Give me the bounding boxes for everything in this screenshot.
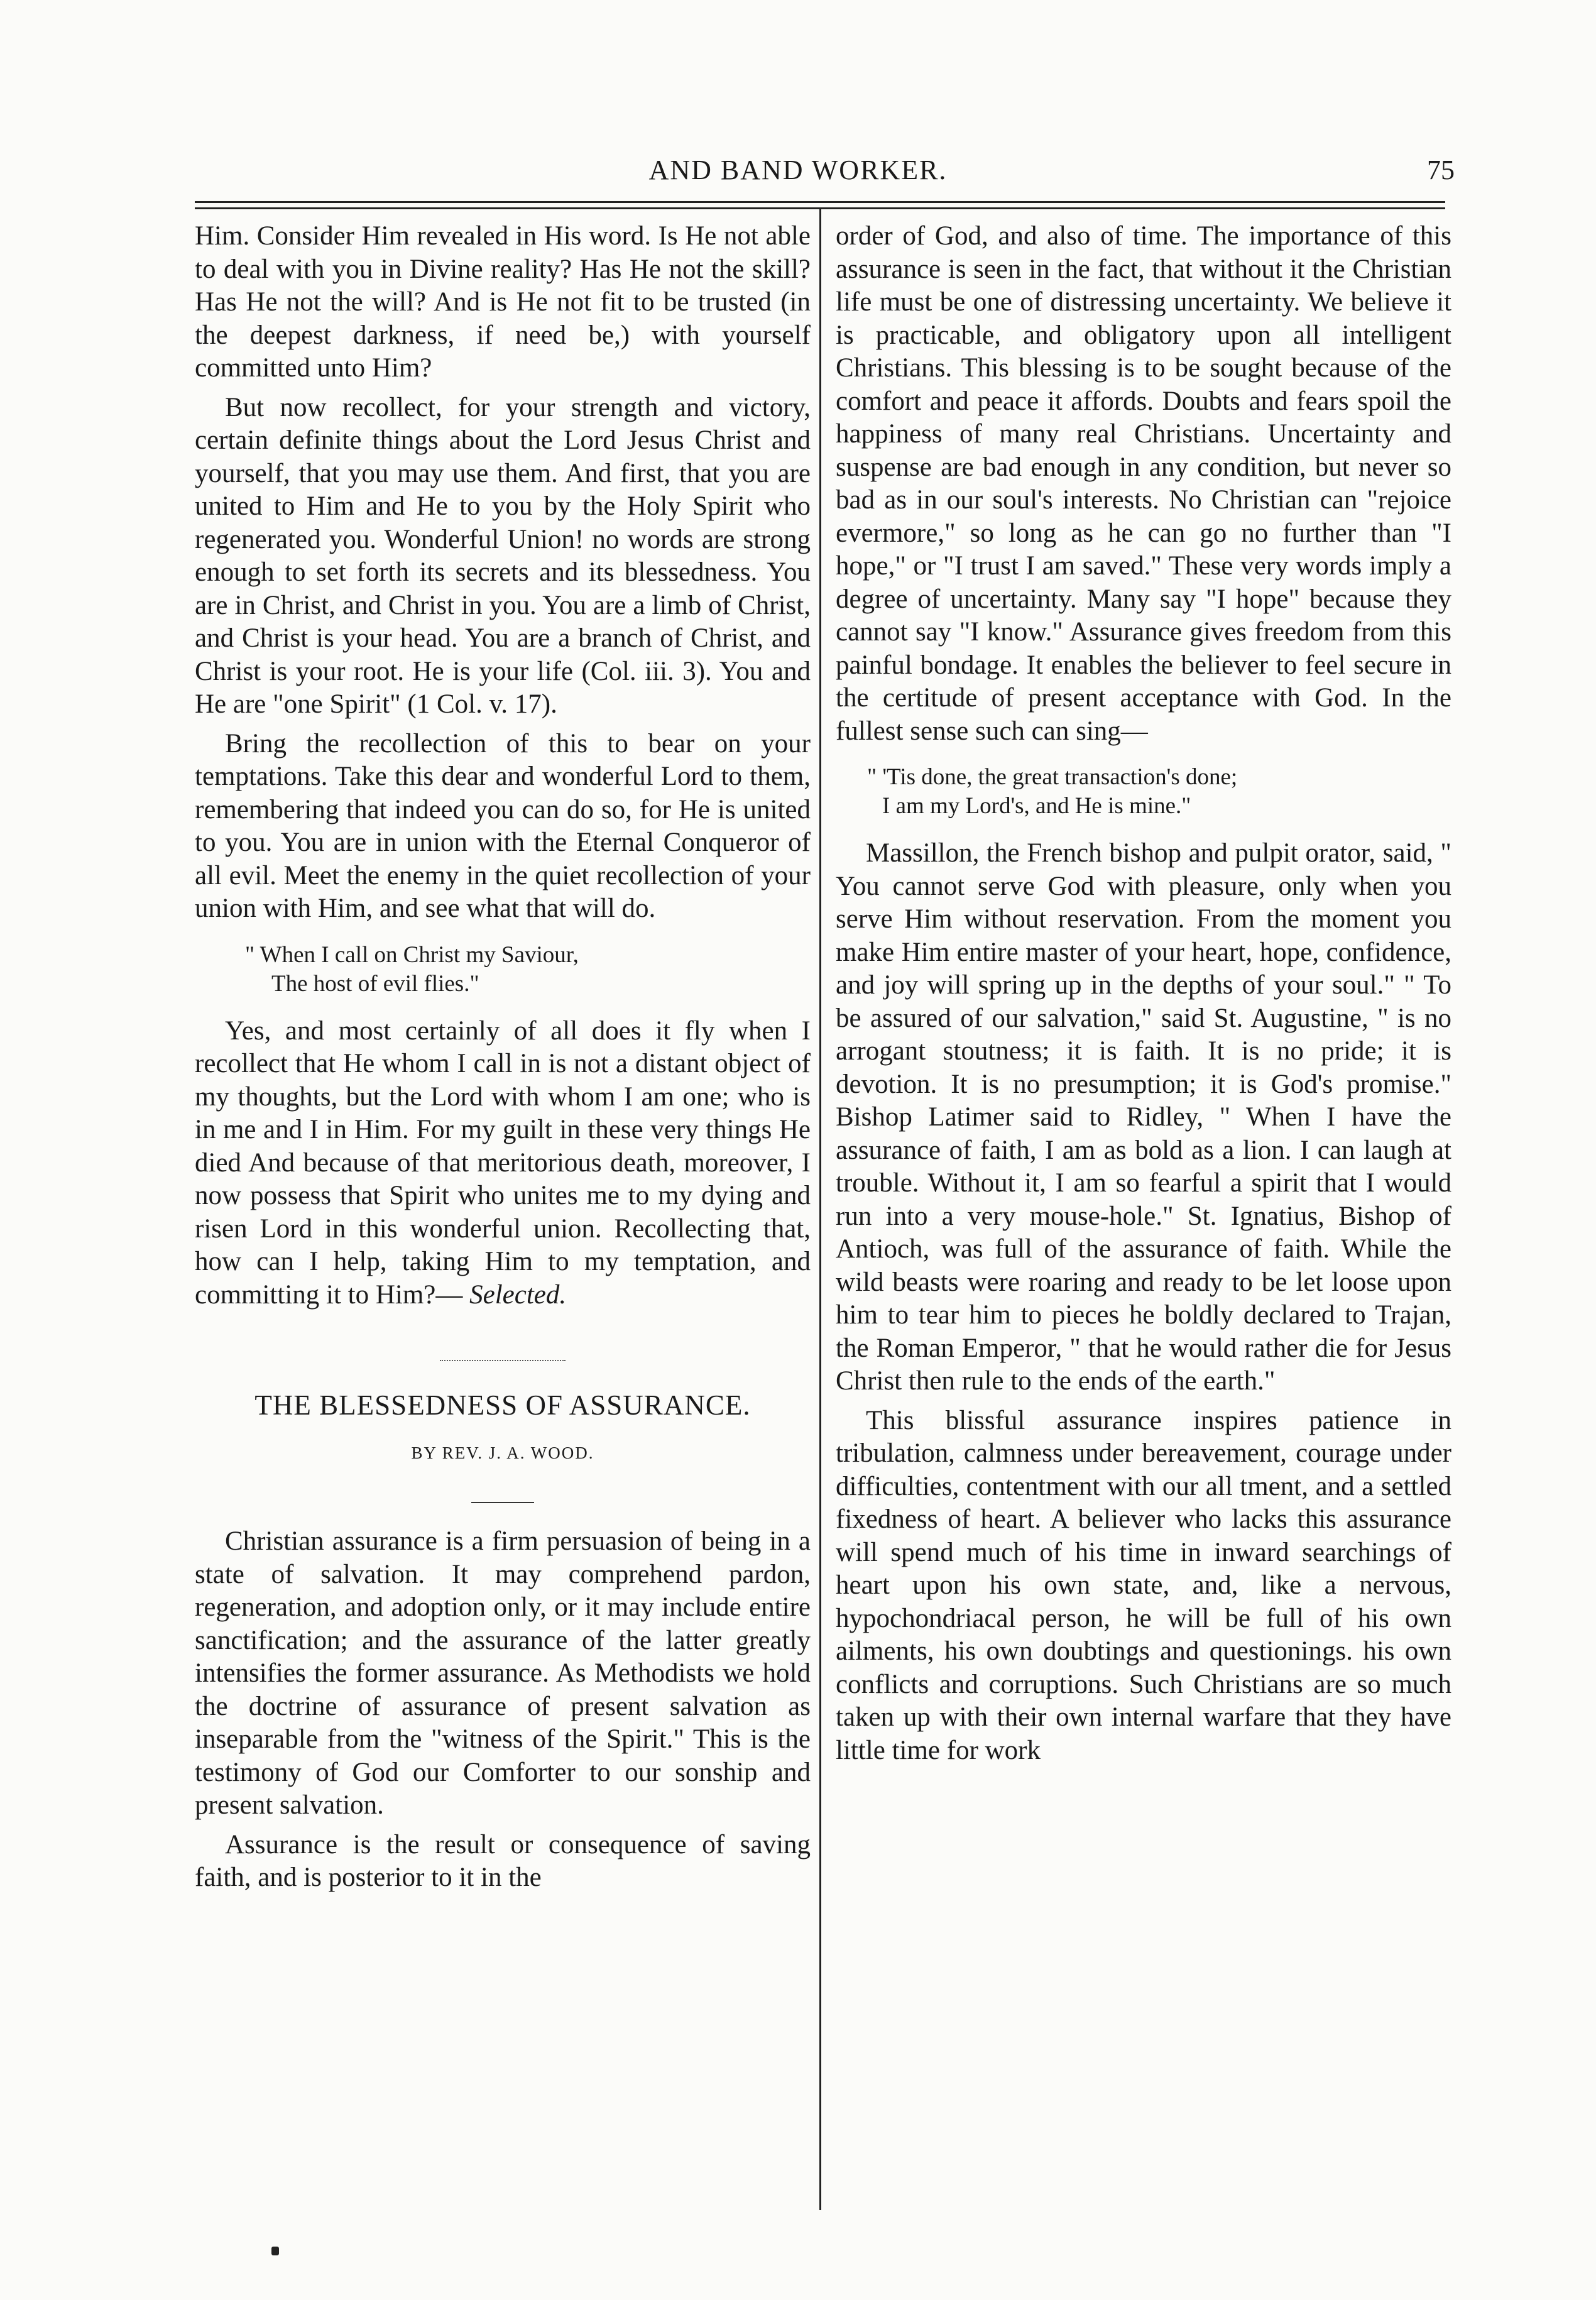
verse-line: " 'Tis done, the great transaction's done; xyxy=(867,764,1238,790)
paragraph xyxy=(195,1015,811,1312)
section-separator xyxy=(195,1337,811,1370)
verse-line: " When I call on Christ my Saviour, xyxy=(245,941,579,968)
running-title: AND BAND WORKER. xyxy=(648,155,948,185)
paragraph: Assurance is the result or consequence of saving faith, and is posterior to it in the xyxy=(195,1829,811,1892)
short-rule xyxy=(195,1479,811,1512)
header-rule-top xyxy=(195,201,1445,203)
paragraph: Massillon, the French bishop and pulpit orator, said, " You cannot serve God with pleasure, only when you serve Him without reservation. From the moment you make Him entire master of your heart, hope, confidence, and joy will spring up in the depths of your soul." " To be assured of our salvation," said St. Augustine, " is no arrogant stoutness; it is faith. It is no pride; it is devotion. It is no presumption; it is God's promise." Bishop Latimer said to Ridley, " When I have the assurance of faith, I am as bold as a lion. I can laugh at trouble. Without it, I am so fearful a spirit that I would run into a very mouse-hole." St. Ignatius, Bishop of Antioch, was full of the assurance of faith. While the wild beasts were roaring and ready to be let loose upon him to tear him to pieces he boldly declared to Trajan, the Roman Emperor, " that he would rather die for Jesus Christ then rule to the ends of the earth." xyxy=(836,838,1451,1396)
paragraph: Him. Consider Him revealed in His word. Is He not able to deal with you in Divine reality? Has He not the skill? Has He not the will? And is He not fit to be trusted (in the deepest darkness, if need be,) with yourself committed unto Him? xyxy=(195,221,811,383)
attribution: Selected. xyxy=(469,1279,567,1310)
article-title: THE BLESSEDNESS OF ASSURANCE. xyxy=(254,1389,751,1421)
left-column xyxy=(195,220,811,2212)
paragraph: But now recollect, for your strength and victory, certain definite things about the Lord Jesus Christ and yourself, that you may use them. And first, that you are united to Him and He to you by the Holy Spirit who regenerated you. Wonderful Union! no words are strong enough to set forth its secrets and its blessedness. You are in Christ, and Christ in you. You are a limb of Christ, and Christ is your head. You are a branch of Christ, and Christ is your root. He is your life (Col. iii. 3). You and He are "one Spirit" (1 Col. v. 17). xyxy=(195,392,811,719)
column-divider xyxy=(819,209,821,2210)
paragraph: This blissful assurance inspires patience in tribulation, calmness under bereavement, courage under difficulties, contentment with our all tment, and a settled fixedness of heart. A believer who lacks this assurance will spend much of his time in inward searchings of heart upon his own state, and, like a nervous, hypochondriacal person, he will be full of his own ailments, his own doubtings and questionings. his own conflicts and corruptions. Such Christians are so much taken up with their own internal warfare that they have little time for work xyxy=(836,1405,1451,1765)
verse-line: The host of evil flies." xyxy=(271,970,479,997)
right-column xyxy=(836,220,1451,2212)
paragraph: Christian assurance is a firm persuasion of being in a state of salvation. It may comprehend pardon, regeneration, and adoption only, or it may include entire sanctification; and the assurance of the latter greatly intensifies the former assurance. As Methodists we hold the doctrine of assurance of present salvation as inseparable from the "witness of the Spirit." This is the testimony of God our Comforter to our sonship and present salvation. xyxy=(195,1526,811,1820)
page-number: 75 xyxy=(1427,155,1455,185)
verse-quote xyxy=(195,941,811,999)
ink-mark xyxy=(271,2247,279,2255)
paragraph: Bring the recollection of this to bear on your temptations. Take this dear and wonderful Lord to them, remembering that indeed you can do so, for He is united to you. You are in union with the Eternal Conqueror of all evil. Meet the enemy in the quiet recollection of your union with Him, and see what that will do. xyxy=(195,728,811,923)
verse-line: I am my Lord's, and He is mine." xyxy=(882,793,1191,819)
paragraph: order of God, and also of time. The importance of this assurance is seen in the fact, that without it the Christian life must be one of distressing uncertainty. We believe it is practicable, and obligatory upon all intelligent Christians. This blessing is to be sought because of the comfort and peace it affords. Doubts and fears spoil the happiness of many real Christians. Uncertainty and suspense are bad enough in any condition, but never so bad as in our soul's interests. No Christian can "rejoice evermore," so long as he can go no further than "I hope," or "I trust I am saved." These very words imply a degree of uncertainty. Many say "I hope" because they cannot say "I know." Assurance gives freedom from this painful bondage. It enables the believer to feel secure in the certitude of present acceptance with God. In the fullest sense such can sing— xyxy=(836,221,1451,746)
paragraph-text: Yes, and most certainly of all does it fly when I recollect that He whom I call in is not a distant object of my thoughts, but the Lord with whom I am one; who is in me and I in Him. For my guilt in these very things He died And because of that meritorious death, moreover, I now possess that Spirit who unites me to my dying and risen Lord in this wonderful union. Recollecting that, how can I help, taking Him to my temptation, and committing it to Him?— xyxy=(195,1016,811,1310)
byline: BY REV. J. A. WOOD. xyxy=(411,1443,594,1462)
verse-quote xyxy=(836,763,1451,821)
